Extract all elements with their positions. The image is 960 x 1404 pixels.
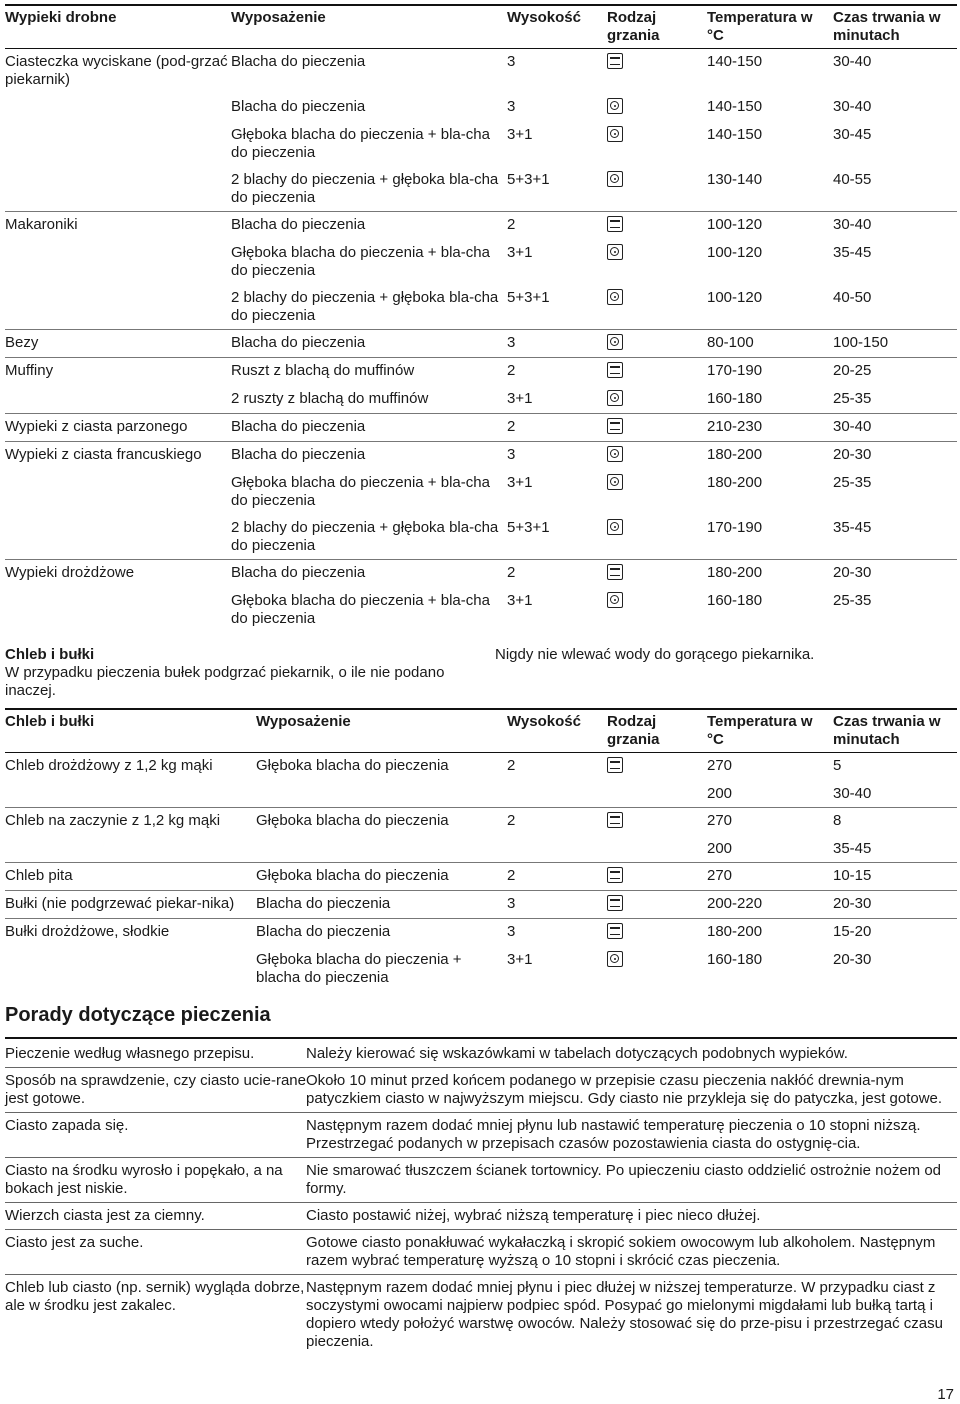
duration: 30-40: [833, 212, 957, 240]
column-header: Czas trwania w minutach: [833, 709, 957, 753]
shelf-level: 2: [507, 863, 607, 891]
page-content: [5, 4, 957, 1355]
top-bottom-heat-icon: [607, 923, 623, 939]
tip-row: [5, 1068, 957, 1113]
heating-mode: [607, 863, 707, 891]
equipment: Głęboka blacha do pieczenia: [256, 753, 507, 781]
temperature: 270: [707, 863, 833, 891]
warning-text: Nigdy nie wlewać wody do gorącego piekarnika.: [495, 646, 815, 663]
tip-solution: Około 10 minut przed końcem podanego w przepisie czasu pieczenia nakłóć drewnia-nym patyczkiem ciasto w najwyższym miejscu. Gdy ciasto nie przykleja się do patyczka, jest gotowe.: [306, 1068, 957, 1113]
duration: 25-35: [833, 592, 872, 609]
heating-mode: [607, 284, 707, 330]
duration: 20-30: [833, 442, 957, 470]
pastry-name: Wypieki z ciasta francuskiego: [5, 442, 231, 470]
pastry-name: Makaroniki: [5, 212, 231, 240]
shelf-level: 3+1: [507, 126, 533, 143]
heating-mode: [607, 330, 707, 358]
temperature: 140-150: [707, 49, 833, 94]
shelf-level: 5+3+1: [507, 171, 550, 188]
pastry-name: [5, 514, 231, 560]
equipment: Głęboka blacha do pieczenia + blacha do pieczenia: [256, 951, 462, 986]
equipment: 2 blachy do pieczenia + głęboka bla-cha do pieczenia: [231, 289, 499, 324]
shelf-level: 3+1: [507, 244, 533, 261]
table-row: [5, 414, 957, 442]
tip-problem: Ciasto zapada się.: [5, 1113, 306, 1158]
table-row: [5, 514, 957, 560]
table-row: [5, 212, 957, 240]
heating-mode: [607, 587, 707, 632]
equipment: Głęboka blacha do pieczenia: [256, 863, 507, 891]
duration: 40-50: [833, 289, 872, 306]
duration: 20-30: [833, 560, 957, 588]
pastry-name: Wypieki z ciasta parzonego: [5, 414, 231, 442]
table-row: [5, 863, 957, 891]
pastry-name: Bułki drożdżowe, słodkie: [5, 919, 256, 947]
shelf-level: [507, 780, 607, 808]
table-header-row: [5, 5, 957, 49]
hot-air-icon: [607, 951, 623, 967]
equipment: Blacha do pieczenia: [231, 49, 507, 94]
pastry-name: [5, 946, 256, 991]
table-row: [5, 753, 957, 781]
equipment: Blacha do pieczenia: [231, 98, 366, 115]
column-header: Wypieki drobne: [5, 5, 231, 49]
duration: 25-35: [833, 474, 872, 491]
column-header: Wysokość: [507, 5, 607, 49]
top-bottom-heat-icon: [607, 757, 623, 773]
hot-air-icon: [607, 126, 623, 142]
pastry-name: Muffiny: [5, 358, 231, 386]
tip-row: [5, 1230, 957, 1275]
equipment: Blacha do pieczenia: [231, 330, 507, 358]
equipment: Blacha do pieczenia: [231, 414, 507, 442]
top-bottom-heat-icon: [607, 362, 623, 378]
column-header: Wysokość: [507, 709, 607, 753]
pastry-name: [5, 166, 231, 212]
pastry-name: Bułki (nie podgrzewać piekar-nika): [5, 891, 256, 919]
temperature: 180-200: [707, 474, 763, 491]
equipment: 2 ruszty z blachą do muffinów: [231, 390, 429, 407]
pastry-name: Wypieki drożdżowe: [5, 560, 231, 588]
hot-air-icon: [607, 390, 623, 406]
hot-air-icon: [607, 244, 623, 260]
table-row: [5, 808, 957, 836]
table-row: [5, 780, 957, 808]
heating-mode: [607, 560, 707, 588]
hot-air-icon: [607, 592, 623, 608]
equipment: Blacha do pieczenia: [256, 891, 507, 919]
temperature: 270: [707, 753, 833, 781]
temperature: 200: [707, 840, 733, 857]
temperature: 180-200: [707, 442, 833, 470]
heating-mode: [607, 808, 707, 836]
hot-air-icon: [607, 446, 623, 462]
temperature: 170-190: [707, 358, 833, 386]
heating-mode: [607, 121, 707, 166]
shelf-level: 2: [507, 414, 607, 442]
pastry-name: [5, 239, 231, 284]
column-header: Chleb i bułki: [5, 709, 256, 753]
table-row: [5, 93, 957, 121]
hot-air-icon: [607, 289, 623, 305]
tip-row: [5, 1038, 957, 1068]
hot-air-icon: [607, 474, 623, 490]
shelf-level: 3+1: [507, 474, 533, 491]
top-bottom-heat-icon: [607, 812, 623, 828]
note-text: W przypadku pieczenia bułek podgrzać piekarnik, o ile nie podano inaczej.: [5, 664, 445, 699]
equipment: Głęboka blacha do pieczenia: [256, 808, 507, 836]
shelf-level: 3+1: [507, 951, 533, 968]
temperature: 140-150: [707, 126, 763, 143]
temperature: 270: [707, 808, 833, 836]
shelf-level: 2: [507, 560, 607, 588]
duration: 30-40: [833, 98, 872, 115]
table-row: [5, 284, 957, 330]
table-row: [5, 239, 957, 284]
shelf-level: 3: [507, 442, 607, 470]
duration: 30-40: [833, 49, 957, 94]
pastry-name: [5, 284, 231, 330]
heating-mode: [607, 49, 707, 94]
equipment: Blacha do pieczenia: [231, 212, 507, 240]
table-row: [5, 587, 957, 632]
equipment: 2 blachy do pieczenia + głęboka bla-cha do pieczenia: [231, 171, 499, 206]
duration: 30-45: [833, 126, 872, 143]
table-row: [5, 166, 957, 212]
tip-solution: Gotowe ciasto ponakłuwać wykałaczką i skropić sokiem owocowym lub alkoholem. Następnym razem wybrać temperaturę wyższą o 10 stopni i skrócić czas pieczenia.: [306, 1230, 957, 1275]
column-header: Rodzaj grzania: [607, 5, 707, 49]
duration: 20-30: [833, 951, 872, 968]
table-row: [5, 330, 957, 358]
heating-mode: [607, 93, 707, 121]
duration: 10-15: [833, 863, 957, 891]
equipment: 2 blachy do pieczenia + głęboka bla-cha do pieczenia: [231, 519, 499, 554]
heating-mode: [607, 212, 707, 240]
shelf-level: [507, 835, 607, 863]
temperature: 140-150: [707, 98, 763, 115]
temperature: 160-180: [707, 951, 763, 968]
temperature: 80-100: [707, 330, 833, 358]
shelf-level: 3: [507, 49, 607, 94]
heating-mode: [607, 514, 707, 560]
pastry-name: [5, 121, 231, 166]
top-bottom-heat-icon: [607, 216, 623, 232]
top-bottom-heat-icon: [607, 53, 623, 69]
hot-air-icon: [607, 171, 623, 187]
tips-table: [5, 1037, 957, 1355]
shelf-level: 5+3+1: [507, 519, 550, 536]
table-row: [5, 919, 957, 947]
column-header: Wyposażenie: [256, 709, 507, 753]
hot-air-icon: [607, 334, 623, 350]
pastry-name: Ciasteczka wyciskane (pod-grzać piekarnik): [5, 49, 231, 94]
table-row: [5, 835, 957, 863]
column-header: Wyposażenie: [231, 5, 507, 49]
temperature: 180-200: [707, 919, 833, 947]
top-bottom-heat-icon: [607, 418, 623, 434]
duration: 25-35: [833, 390, 872, 407]
equipment: Blacha do pieczenia: [231, 442, 507, 470]
pastry-name: Chleb pita: [5, 863, 256, 891]
tip-problem: Ciasto na środku wyrosło i popękało, a na bokach jest niskie.: [5, 1158, 306, 1203]
heating-mode: [607, 358, 707, 386]
pastry-name: Chleb na zaczynie z 1,2 kg mąki: [5, 808, 256, 836]
duration: 20-25: [833, 358, 957, 386]
shelf-level: 2: [507, 212, 607, 240]
tip-solution: Następnym razem dodać mniej płynu i piec dłużej w niższej temperaturze. W przypadku ciast z soczystymi owocami najpierw podpiec spód. Posypać go mielonymi migdałami lub bułką tartą i dopiero wtedy położyć warstwę owoców. Należy stosować się do prze-pisu i przestrzegać czasu pieczenia.: [306, 1275, 957, 1356]
column-header: Rodzaj grzania: [607, 709, 707, 753]
temperature: 130-140: [707, 171, 763, 188]
duration: 15-20: [833, 919, 957, 947]
heating-mode: [607, 385, 707, 414]
tip-solution: Należy kierować się wskazówkami w tabelach dotyczących podobnych wypieków.: [306, 1038, 957, 1068]
pastry-name: [5, 93, 231, 121]
shelf-level: 2: [507, 808, 607, 836]
tip-problem: Wierzch ciasta jest za ciemny.: [5, 1203, 306, 1230]
shelf-level: 5+3+1: [507, 289, 550, 306]
temperature: 100-120: [707, 212, 833, 240]
shelf-level: 2: [507, 358, 607, 386]
duration: 40-55: [833, 171, 872, 188]
table-row: [5, 469, 957, 514]
small-pastries-table: [5, 4, 957, 632]
temperature: 200: [707, 785, 733, 802]
page-number: 17: [937, 1386, 954, 1403]
tips-title: Porady dotyczące pieczenia: [5, 1004, 271, 1026]
tip-problem: Sposób na sprawdzenie, czy ciasto ucie-rane jest gotowe.: [5, 1068, 306, 1113]
duration: 30-40: [833, 414, 957, 442]
heating-mode: [607, 946, 707, 991]
pastry-name: [5, 587, 231, 632]
temperature: 180-200: [707, 560, 833, 588]
tip-problem: Pieczenie według własnego przepisu.: [5, 1038, 306, 1068]
temperature: 160-180: [707, 592, 763, 609]
pastry-name: [5, 469, 231, 514]
heating-mode: [607, 891, 707, 919]
duration: 100-150: [833, 330, 957, 358]
pastry-name: Chleb drożdżowy z 1,2 kg mąki: [5, 753, 256, 781]
pastry-name: [5, 385, 231, 414]
shelf-level: 3+1: [507, 390, 533, 407]
equipment: Głęboka blacha do pieczenia + bla-cha do pieczenia: [231, 592, 490, 627]
tip-solution: Nie smarować tłuszczem ścianek tortownicy. Po upieczeniu ciasto oddzielić ostrożnie nożem od formy.: [306, 1158, 957, 1203]
tip-problem: Chleb lub ciasto (np. sernik) wygląda dobrze, ale w środku jest zakalec.: [5, 1275, 306, 1356]
tip-solution: Ciasto postawić niżej, wybrać niższą temperaturę i piec nieco dłużej.: [306, 1203, 957, 1230]
duration: 20-30: [833, 891, 957, 919]
heating-mode: [607, 166, 707, 212]
equipment: Blacha do pieczenia: [256, 919, 507, 947]
table-row: [5, 891, 957, 919]
table-row: [5, 442, 957, 470]
duration: 5: [833, 753, 957, 781]
tip-row: [5, 1203, 957, 1230]
tip-row: [5, 1158, 957, 1203]
table-row: [5, 560, 957, 588]
shelf-level: 3+1: [507, 592, 533, 609]
pastry-name: Bezy: [5, 330, 231, 358]
shelf-level: 3: [507, 330, 607, 358]
heating-mode: [607, 835, 707, 863]
temperature: 160-180: [707, 390, 763, 407]
equipment: Ruszt z blachą do muffinów: [231, 358, 507, 386]
top-bottom-heat-icon: [607, 867, 623, 883]
equipment: Głęboka blacha do pieczenia + bla-cha do pieczenia: [231, 244, 490, 279]
top-bottom-heat-icon: [607, 895, 623, 911]
equipment: Głęboka blacha do pieczenia + bla-cha do pieczenia: [231, 474, 490, 509]
temperature: 170-190: [707, 519, 763, 536]
temperature: 100-120: [707, 289, 763, 306]
heating-mode: [607, 780, 707, 808]
duration: 35-45: [833, 840, 872, 857]
duration: 8: [833, 808, 957, 836]
top-bottom-heat-icon: [607, 564, 623, 580]
tip-problem: Ciasto jest za suche.: [5, 1230, 306, 1275]
note-title: Chleb i bułki: [5, 646, 95, 663]
equipment: [256, 835, 507, 863]
temperature: 200-220: [707, 891, 833, 919]
equipment: Głęboka blacha do pieczenia + bla-cha do pieczenia: [231, 126, 490, 161]
shelf-level: 3: [507, 98, 516, 115]
heating-mode: [607, 753, 707, 781]
duration: 35-45: [833, 244, 872, 261]
duration: 35-45: [833, 519, 872, 536]
table-row: [5, 385, 957, 414]
table-row: [5, 49, 957, 94]
tip-row: [5, 1113, 957, 1158]
table-row: [5, 121, 957, 166]
shelf-level: 2: [507, 753, 607, 781]
heating-mode: [607, 469, 707, 514]
heating-mode: [607, 414, 707, 442]
equipment: [256, 780, 507, 808]
equipment: Blacha do pieczenia: [231, 560, 507, 588]
hot-air-icon: [607, 98, 623, 114]
temperature: 210-230: [707, 414, 833, 442]
heating-mode: [607, 442, 707, 470]
column-header: Temperatura w °C: [707, 5, 833, 49]
table-header-row: [5, 709, 957, 753]
bread-table: [5, 708, 957, 991]
bread-note: [5, 646, 957, 708]
pastry-name: [5, 835, 256, 863]
duration: 30-40: [833, 785, 872, 802]
note-left: [5, 646, 445, 700]
tip-row: [5, 1275, 957, 1356]
temperature: 100-120: [707, 244, 763, 261]
shelf-level: 3: [507, 919, 607, 947]
column-header: Temperatura w °C: [707, 709, 833, 753]
hot-air-icon: [607, 519, 623, 535]
table-row: [5, 946, 957, 991]
heating-mode: [607, 239, 707, 284]
column-header: Czas trwania w minutach: [833, 5, 957, 49]
heating-mode: [607, 919, 707, 947]
tip-solution: Następnym razem dodać mniej płynu lub nastawić temperaturę pieczenia o 10 stopni niższą. Przestrzegać podanych w przepisach czasów pozostawienia ciasta do ostygnię-cia.: [306, 1113, 957, 1158]
pastry-name: [5, 780, 256, 808]
shelf-level: 3: [507, 891, 607, 919]
table-row: [5, 358, 957, 386]
